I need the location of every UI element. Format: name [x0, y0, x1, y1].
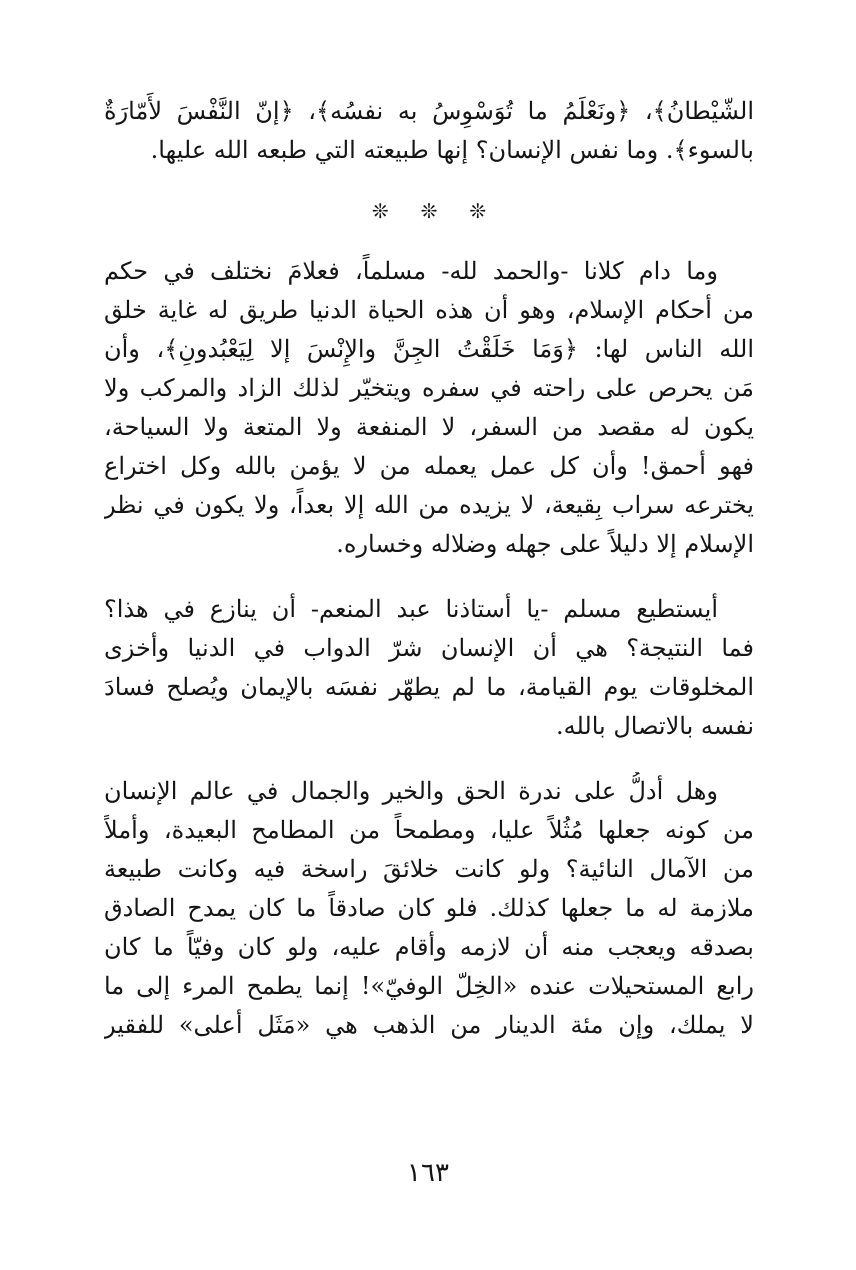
- text-line: الله الناس لها: ﴿وَمَا خَلَقْتُ الجِنَّ والإِنْسَ إلا لِيَعْبُدونِ﴾، وأن: [104, 335, 754, 363]
- text-line: رابع المستحيلات عنده «الخِلّ الوفيّ»! إنما يطمح المرء إلى ما: [104, 972, 754, 1000]
- text-line: يخترعه سراب بِقيعة، لا يزيده من الله إلا بعداً، ولا يكون في نظر: [104, 491, 754, 519]
- text-line: نفسه بالاتصال بالله.: [555, 712, 754, 740]
- text-line: من أحكام الإسلام، وهو أن هذه الحياة الدنيا طريق له غاية خلق: [104, 296, 754, 324]
- text-line: المخلوقات يوم القيامة، ما لم يطهّر نفسَه بالإيمان ويُصلح فسادَ: [104, 673, 754, 701]
- text-line: أيستطيع مسلم -يا أستاذنا عبد المنعم- أن ينازع في هذا؟: [104, 595, 718, 623]
- text-line: مَن يحرص على راحته في سفره ويتخيّر لذلك الزاد والمركب ولا: [104, 374, 754, 402]
- text-line: فهو أحمق! وأن كل عمل يعمله من لا يؤمن بالله وكل اختراع: [104, 452, 754, 480]
- section-separator: [104, 190, 754, 232]
- paragraph-gap: [104, 564, 754, 590]
- text-line: لا يملك، وإن مئة الدينار من الذهب هي «مَثَل أعلى» للفقير: [104, 1011, 754, 1039]
- asterism-star-icon: ❊: [420, 199, 438, 223]
- paragraph-3: [104, 590, 754, 746]
- asterism-star-icon: ❊: [469, 199, 487, 223]
- text-line: من كونه جعلها مُثُلاً عليا، ومطمحاً من المطامح البعيدة، وأملاً: [104, 816, 754, 844]
- text-line: الإسلام إلا دليلاً على جهله وضلاله وخساره.: [336, 530, 754, 558]
- page-number: ١٦٣: [407, 1158, 449, 1188]
- text-line: ملازمة له ما جعلها كذلك. فلو كان صادقاً ما كان يمدح الصادق: [104, 894, 754, 922]
- text-line: من الآمال النائية؟ ولو كانت خلائقَ راسخة فيه وكانت طبيعة: [104, 855, 754, 883]
- page-text: [104, 92, 754, 1045]
- paragraph-gap: [104, 746, 754, 772]
- text-line: وما دام كلانا -والحمد لله- مسلماً، فعلامَ نختلف في حكم: [104, 257, 718, 285]
- text-line: يكون له مقصد من السفر، لا المنفعة ولا المتعة ولا السياحة،: [104, 413, 754, 441]
- text-line: الشّيْطانُ﴾، ﴿ونَعْلَمُ ما تُوَسْوِسُ به نفسُه﴾، ﴿إنّ النَّفْسَ لأَمّارَةٌ: [104, 97, 754, 125]
- text-line: وهل أدلُّ على ندرة الحق والخير والجمال في عالم الإنسان: [104, 777, 718, 805]
- paragraph-1: [104, 92, 754, 170]
- text-line: بالسوء﴾. وما نفس الإنسان؟ إنها طبيعته التي طبعه الله عليها.: [150, 136, 754, 164]
- paragraph-4: [104, 772, 754, 1045]
- asterism-star-icon: ❊: [371, 199, 389, 223]
- text-line: فما النتيجة؟ هي أن الإنسان شرّ الدواب في الدنيا وأخزى: [104, 634, 754, 662]
- paragraph-2: [104, 252, 754, 564]
- text-line: بصدقه ويعجب منه أن لازمه وأقام عليه، ولو كان وفيّاً ما كان: [104, 933, 754, 961]
